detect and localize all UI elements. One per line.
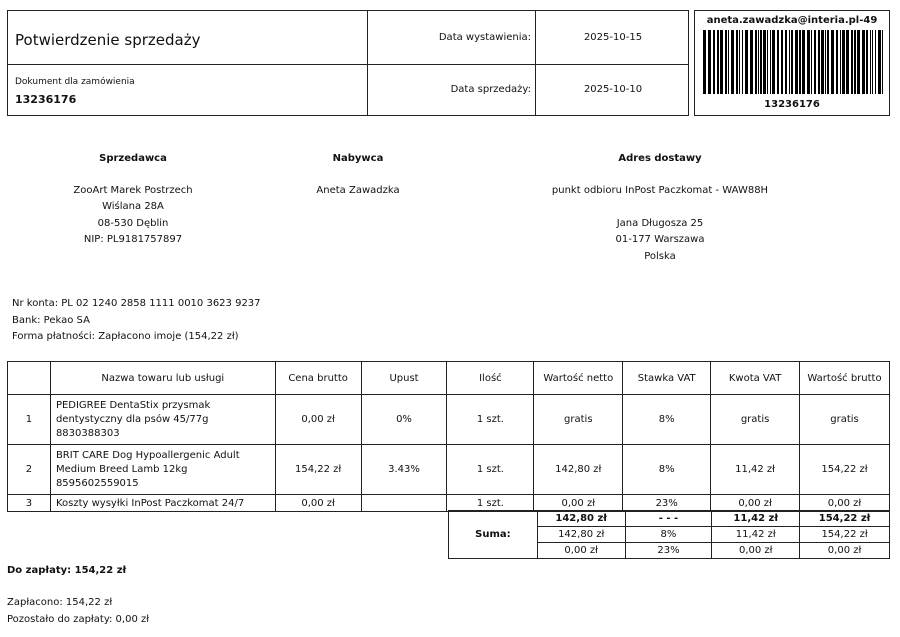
barcode-bar xyxy=(728,30,729,94)
summary-rate: 8% xyxy=(625,527,712,543)
column-header: Upust xyxy=(361,362,447,395)
barcode-bar xyxy=(851,30,853,94)
item-price: 154,22 zł xyxy=(275,445,361,495)
row-number: 3 xyxy=(8,495,51,512)
item-qty: 1 szt. xyxy=(447,445,534,495)
items-table xyxy=(7,361,890,512)
table-header-row xyxy=(8,362,890,395)
item-code: 8595602559015 xyxy=(55,477,139,489)
item-vat: 11,42 zł xyxy=(711,445,800,495)
item-net: 142,80 zł xyxy=(534,445,623,495)
header-divider xyxy=(8,64,688,65)
barcode-bar xyxy=(821,30,824,94)
barcode-bar xyxy=(862,30,865,94)
barcode-bar xyxy=(770,30,771,94)
barcode-bar xyxy=(870,30,871,94)
column-header: Cena brutto xyxy=(275,362,361,395)
barcode-bar xyxy=(814,30,816,94)
issue-date-label: Data wystawienia: xyxy=(438,32,531,43)
barcode-bar xyxy=(831,30,834,94)
seller-title: Sprzedawca xyxy=(99,153,167,164)
item-name-line: PEDIGREE DentaStix przysmak xyxy=(55,399,211,411)
barcode-bar xyxy=(857,30,860,94)
seller-line: 08-530 Dęblin xyxy=(97,217,169,229)
item-vat-rate: 8% xyxy=(623,445,711,495)
summary-net: 142,80 zł xyxy=(537,527,625,543)
barcode-email: aneta.zawadzka@interia.pl-49 xyxy=(706,15,878,26)
seller-line: NIP: PL9181757897 xyxy=(83,234,183,245)
column-header: Wartość netto xyxy=(534,362,623,395)
column-header xyxy=(8,362,51,395)
summary-gross: 0,00 zł xyxy=(800,543,890,559)
seller-block xyxy=(48,151,218,249)
barcode-bar xyxy=(882,30,883,94)
barcode-bar xyxy=(725,30,727,94)
summary-rate: - - - xyxy=(625,511,712,527)
barcode-bar xyxy=(875,30,876,94)
summary-row-total xyxy=(449,511,890,527)
barcode-bar xyxy=(791,30,793,94)
barcode-bar xyxy=(789,30,790,94)
item-gross: 0,00 zł xyxy=(800,495,890,512)
barcode-bar xyxy=(767,30,768,94)
delivery-point: punkt odbioru InPost Paczkomat - WAW88H xyxy=(551,184,769,196)
bank-info xyxy=(12,296,261,346)
barcode-bar xyxy=(760,30,762,94)
barcode-bar xyxy=(840,30,841,94)
item-name-line: dentystyczny dla psów 45/77g xyxy=(55,413,209,425)
barcode-bar xyxy=(827,30,829,94)
item-price: 0,00 zł xyxy=(275,495,361,512)
item-code: 8830388303 xyxy=(55,427,120,439)
sale-date-value: 2025-10-10 xyxy=(583,84,643,95)
column-header: Ilość xyxy=(447,362,534,395)
column-header: Wartość brutto xyxy=(800,362,890,395)
barcode-image xyxy=(703,30,883,94)
barcode-bar xyxy=(785,30,787,94)
barcode-bar xyxy=(854,30,856,94)
barcode-bar xyxy=(842,30,845,94)
row-number: 1 xyxy=(8,395,51,445)
barcode-bar xyxy=(736,30,738,94)
buyer-block xyxy=(288,151,428,199)
delivery-city: 01-177 Warszawa xyxy=(615,234,705,245)
barcode-bar xyxy=(708,30,711,94)
item-discount: 3.43% xyxy=(361,445,447,495)
item-price: 0,00 zł xyxy=(275,395,361,445)
document-header xyxy=(7,10,689,116)
barcode-bar xyxy=(802,30,805,94)
barcode-bar xyxy=(731,30,734,94)
header-divider xyxy=(535,11,536,115)
item-gross: 154,22 zł xyxy=(800,445,890,495)
barcode-panel xyxy=(694,10,890,116)
item-name-line: BRIT CARE Dog Hypoallergenic Adult xyxy=(55,449,240,461)
table-row xyxy=(8,495,890,512)
barcode-bar xyxy=(713,30,715,94)
item-qty: 1 szt. xyxy=(447,395,534,445)
delivery-title: Adres dostawy xyxy=(618,153,702,164)
item-name-line: Medium Breed Lamb 12kg xyxy=(55,463,188,475)
bank-account: Nr konta: PL 02 1240 2858 1111 0010 3623 9237 xyxy=(12,298,261,309)
barcode-bar xyxy=(836,30,838,94)
barcode-bar xyxy=(878,30,881,94)
amount-to-pay: Do zapłaty: 154,22 zł xyxy=(7,565,127,576)
barcode-bar xyxy=(795,30,798,94)
buyer-title: Nabywca xyxy=(332,153,384,164)
delivery-street: Jana Długosza 25 xyxy=(616,217,704,229)
barcode-bar xyxy=(777,30,779,94)
barcode-bar xyxy=(811,30,812,94)
barcode-bar xyxy=(872,30,873,94)
barcode-number: 13236176 xyxy=(764,99,820,110)
seller-line: Wiślana 28A xyxy=(102,201,164,212)
summary-vat: 11,42 zł xyxy=(712,527,800,543)
barcode-bar xyxy=(825,30,826,94)
row-number: 2 xyxy=(8,445,51,495)
item-gross: gratis xyxy=(800,395,890,445)
seller-line: ZooArt Marek Postrzech xyxy=(73,184,193,196)
amount-remaining: Pozostało do zapłaty: 0,00 zł xyxy=(7,614,150,625)
item-vat: 0,00 zł xyxy=(711,495,800,512)
barcode-bar xyxy=(720,30,723,94)
item-name xyxy=(50,445,275,495)
barcode-bar xyxy=(772,30,775,94)
barcode-bar xyxy=(807,30,810,94)
item-vat-rate: 23% xyxy=(623,495,711,512)
item-net: 0,00 zł xyxy=(534,495,623,512)
item-vat: gratis xyxy=(711,395,800,445)
delivery-block xyxy=(530,151,790,265)
item-discount xyxy=(361,495,447,512)
header-divider xyxy=(367,11,368,115)
summary-vat: 11,42 zł xyxy=(712,511,800,527)
bank-name: Bank: Pekao SA xyxy=(12,314,90,326)
barcode-bar xyxy=(758,30,759,94)
barcode-bar xyxy=(846,30,849,94)
document-title: Potwierdzenie sprzedaży xyxy=(15,31,201,49)
payment-method: Forma płatności: Zapłacono imoje (154,22 zł) xyxy=(12,331,239,342)
summary-net: 0,00 zł xyxy=(537,543,625,559)
summary-gross: 154,22 zł xyxy=(800,511,890,527)
summary-table xyxy=(448,510,890,559)
delivery-country: Polska xyxy=(644,250,676,262)
summary-rate: 23% xyxy=(625,543,712,559)
item-net: gratis xyxy=(534,395,623,445)
barcode-bar xyxy=(703,30,706,94)
table-row xyxy=(8,445,890,495)
issue-date-value: 2025-10-15 xyxy=(583,32,643,43)
delivery-spacer xyxy=(530,199,790,216)
barcode-bar xyxy=(742,30,743,94)
column-header: Nazwa towaru lub usługi xyxy=(50,362,275,395)
column-header: Kwota VAT xyxy=(711,362,800,395)
barcode-bar xyxy=(745,30,748,94)
summary-vat: 0,00 zł xyxy=(712,543,800,559)
barcode-bar xyxy=(755,30,757,94)
document-order-number: 13236176 xyxy=(15,93,77,106)
buyer-name: Aneta Zawadzka xyxy=(316,184,400,196)
table-row xyxy=(8,395,890,445)
document-order-label: Dokument dla zamówienia xyxy=(15,77,135,87)
barcode-bar xyxy=(750,30,753,94)
item-name: Koszty wysyłki InPost Paczkomat 24/7 xyxy=(50,495,275,512)
barcode-bar xyxy=(717,30,719,94)
barcode-bar xyxy=(739,30,740,94)
item-name xyxy=(50,395,275,445)
item-discount: 0% xyxy=(361,395,447,445)
item-vat-rate: 8% xyxy=(623,395,711,445)
sale-date-label: Data sprzedaży: xyxy=(450,84,531,95)
barcode-bar xyxy=(763,30,766,94)
barcode-bar xyxy=(781,30,783,94)
barcode-bar xyxy=(818,30,820,94)
column-header: Stawka VAT xyxy=(623,362,711,395)
item-qty: 1 szt. xyxy=(447,495,534,512)
barcode-bar xyxy=(799,30,801,94)
summary-gross: 154,22 zł xyxy=(800,527,890,543)
summary-net: 142,80 zł xyxy=(537,511,625,527)
amount-paid: Zapłacono: 154,22 zł xyxy=(7,597,113,608)
barcode-bar xyxy=(866,30,868,94)
summary-label: Suma: xyxy=(449,511,538,559)
